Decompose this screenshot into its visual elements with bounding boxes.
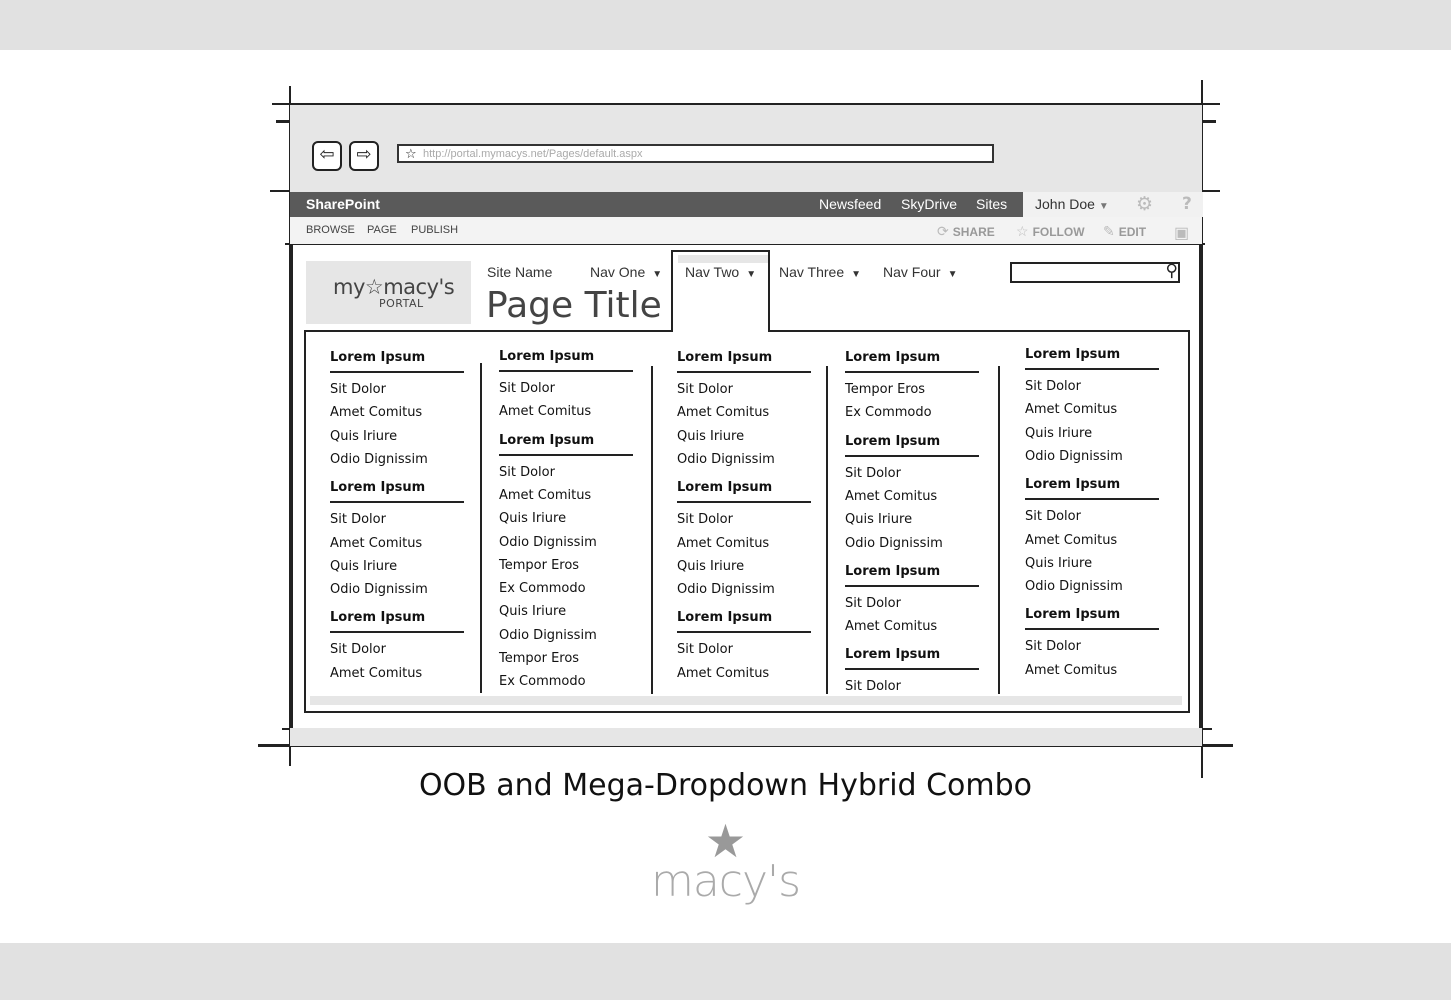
back-button[interactable]: [312, 141, 342, 171]
mega-menu-header-underline: [845, 455, 979, 457]
mega-menu-header-underline: [1025, 628, 1159, 630]
mega-menu-link[interactable]: Tempor Eros: [499, 557, 580, 573]
focus-icon[interactable]: ▣: [1174, 225, 1190, 242]
user-name: John Doe ▼: [1035, 196, 1109, 212]
mega-menu-link[interactable]: Odio Dignissim: [499, 627, 597, 643]
arrow-right-icon: ⇨: [356, 144, 372, 165]
bookmark-star-icon[interactable]: ☆: [405, 147, 417, 162]
mega-menu-header-underline: [1025, 368, 1159, 370]
caption: OOB and Mega-Dropdown Hybrid Combo: [418, 768, 1033, 803]
mega-menu-link[interactable]: Sit Dolor: [845, 679, 901, 695]
mega-menu-header[interactable]: Lorem Ipsum: [1025, 347, 1121, 362]
mega-dropdown-footer: [310, 696, 1182, 705]
mega-menu-link[interactable]: Quis Iriure: [677, 558, 745, 574]
suite-link-skydrive[interactable]: SkyDrive: [901, 196, 958, 212]
star-icon: ★: [704, 814, 747, 868]
mega-menu-link[interactable]: Sit Dolor: [677, 512, 733, 528]
mega-menu-link[interactable]: Amet Comitus: [1025, 532, 1118, 548]
logo-subtitle: PORTAL: [379, 297, 424, 310]
arrow-left-icon: ⇦: [319, 144, 335, 165]
mega-menu-header-underline: [499, 370, 633, 372]
help-icon[interactable]: ?: [1182, 194, 1192, 214]
page-title: Page Title: [486, 285, 662, 326]
share-icon: ⟳: [937, 223, 949, 239]
top-band: [0, 0, 1451, 50]
mega-menu-link[interactable]: Amet Comitus: [677, 665, 770, 681]
mega-menu-header[interactable]: Lorem Ipsum: [1025, 607, 1121, 623]
mega-menu-link[interactable]: Odio Dignissim: [1025, 448, 1123, 464]
chevron-down-icon: ▼: [746, 269, 757, 280]
suite-link-newsfeed[interactable]: Newsfeed: [819, 196, 882, 212]
mega-menu-link[interactable]: Amet Comitus: [330, 535, 423, 551]
mega-menu-header[interactable]: Lorem Ipsum: [677, 480, 773, 496]
chevron-down-icon: ▼: [947, 269, 958, 280]
search-icon[interactable]: ⚲: [1165, 261, 1178, 281]
mega-menu-link[interactable]: Sit Dolor: [1025, 379, 1081, 394]
mega-menu-link[interactable]: Ex Commodo: [845, 405, 932, 421]
column-divider: [651, 366, 653, 694]
mega-menu-link[interactable]: Sit Dolor: [330, 642, 386, 658]
mega-menu-link[interactable]: Odio Dignissim: [330, 582, 428, 598]
ribbon-tab-browse[interactable]: BROWSE: [306, 224, 355, 236]
mega-menu-link[interactable]: Sit Dolor: [330, 382, 386, 397]
mega-menu-header-underline: [677, 501, 811, 503]
bottom-band: [0, 943, 1451, 1000]
mega-menu-header[interactable]: Lorem Ipsum: [330, 480, 426, 496]
mega-menu-header-underline: [1025, 498, 1159, 500]
macys-wordmark: macy's: [650, 856, 801, 907]
nav-item-four[interactable]: Nav Four ▼: [883, 264, 958, 280]
mega-menu-header[interactable]: Lorem Ipsum: [330, 610, 426, 626]
mega-menu-link[interactable]: Sit Dolor: [499, 464, 555, 480]
suite-link-sites[interactable]: Sites: [976, 196, 1008, 212]
follow-action[interactable]: ☆ FOLLOW: [1016, 223, 1085, 239]
mega-menu-header-underline: [677, 631, 811, 633]
site-name-link[interactable]: Site Name: [487, 264, 553, 280]
column-divider: [826, 366, 828, 694]
ribbon-bar: [290, 217, 1202, 244]
mega-menu-header[interactable]: Lorem Ipsum: [499, 432, 595, 448]
suite-bar: [290, 192, 1202, 217]
mega-menu-header-underline: [677, 371, 811, 373]
nav-item-three[interactable]: Nav Three ▼: [779, 264, 862, 280]
mega-menu-link[interactable]: Sit Dolor: [499, 381, 555, 396]
mega-menu-link[interactable]: Tempor Eros: [499, 651, 580, 666]
mega-menu-link[interactable]: Quis Iriure: [1025, 555, 1093, 571]
mega-menu-link[interactable]: Ex Commodo: [499, 581, 586, 597]
mega-menu-link[interactable]: Quis Iriure: [330, 428, 398, 444]
address-url: http://portal.mymacys.net/Pages/default.aspx: [423, 148, 643, 160]
mega-menu-link[interactable]: Amet Comitus: [330, 405, 423, 421]
mega-menu-header-underline: [845, 585, 979, 587]
mega-menu-header[interactable]: Lorem Ipsum: [845, 433, 941, 449]
mega-menu-link[interactable]: Amet Comitus: [499, 487, 592, 503]
mega-menu-link[interactable]: Odio Dignissim: [845, 535, 943, 551]
share-action[interactable]: ⟳ SHARE: [937, 223, 995, 239]
chevron-down-icon: ▼: [652, 269, 663, 280]
nav-item-two[interactable]: Nav Two ▼: [685, 264, 757, 280]
forward-button[interactable]: [349, 141, 379, 171]
user-menu[interactable]: [1023, 192, 1203, 217]
mega-menu-link[interactable]: Sit Dolor: [677, 382, 733, 397]
mega-menu-link[interactable]: Odio Dignissim: [1025, 579, 1123, 595]
mega-menu-header-underline: [330, 501, 464, 503]
mega-menu-link[interactable]: Odio Dignissim: [677, 582, 775, 598]
mega-menu-link[interactable]: Ex Commodo: [499, 674, 586, 690]
mega-menu-link[interactable]: Quis Iriure: [499, 511, 567, 527]
mega-menu-link[interactable]: Amet Comitus: [677, 405, 770, 421]
mega-menu-link[interactable]: Amet Comitus: [1025, 662, 1118, 678]
mega-menu-header-underline: [330, 631, 464, 633]
column-divider: [480, 363, 482, 693]
mega-menu-header-underline: [330, 371, 464, 373]
mega-menu-link[interactable]: Amet Comitus: [330, 665, 423, 681]
mega-menu-link[interactable]: Odio Dignissim: [677, 451, 775, 467]
gear-icon[interactable]: ⚙: [1136, 193, 1154, 215]
mega-menu-link[interactable]: Amet Comitus: [845, 619, 938, 635]
mega-menu-link[interactable]: Quis Iriure: [845, 512, 913, 528]
mega-menu-header-underline: [499, 454, 633, 456]
browser-statusbar: [290, 728, 1202, 746]
mega-menu-header[interactable]: Lorem Ipsum: [677, 610, 773, 626]
mega-menu-link[interactable]: Amet Comitus: [1025, 402, 1118, 418]
mega-menu-link[interactable]: Sit Dolor: [1025, 639, 1081, 655]
logo-text: my☆macy's: [333, 275, 455, 299]
mega-menu-link[interactable]: Quis Iriure: [1025, 425, 1093, 441]
edit-action[interactable]: ✎ EDIT: [1103, 223, 1147, 239]
macys-logo: [0, 814, 1451, 907]
mega-menu-header[interactable]: Lorem Ipsum: [499, 349, 595, 364]
mega-menu-link[interactable]: Amet Comitus: [499, 404, 592, 420]
mega-menu-link[interactable]: Amet Comitus: [845, 488, 938, 504]
search-input[interactable]: [1010, 262, 1180, 283]
address-bar[interactable]: [397, 144, 994, 163]
mega-menu-link[interactable]: Quis Iriure: [330, 558, 398, 574]
column-divider: [998, 366, 1000, 694]
ribbon-tab-publish[interactable]: PUBLISH: [411, 224, 459, 236]
mega-menu-header[interactable]: Lorem Ipsum: [1025, 477, 1121, 493]
chevron-down-icon: ▼: [851, 269, 862, 280]
nav-item-one[interactable]: Nav One ▼: [590, 264, 663, 280]
mega-menu-link[interactable]: Sit Dolor: [1025, 509, 1081, 525]
pencil-icon: ✎: [1103, 223, 1115, 239]
mega-menu-header[interactable]: Lorem Ipsum: [845, 350, 941, 365]
mega-menu-link[interactable]: Sit Dolor: [845, 465, 901, 481]
mega-menu-link[interactable]: Quis Iriure: [499, 604, 567, 620]
mega-menu-header[interactable]: Lorem Ipsum: [677, 350, 773, 365]
ribbon-tab-page[interactable]: PAGE: [367, 224, 397, 236]
mega-menu-link[interactable]: Sit Dolor: [330, 512, 386, 528]
mega-menu-header-underline: [845, 668, 979, 670]
mega-menu-link[interactable]: Quis Iriure: [677, 428, 745, 444]
mega-menu-header-underline: [845, 371, 979, 373]
sharepoint-brand[interactable]: SharePoint: [306, 196, 380, 212]
mega-menu-link[interactable]: Sit Dolor: [845, 595, 901, 611]
site-logo[interactable]: [306, 261, 471, 324]
nav-active-tab: [671, 250, 770, 332]
mega-menu-header[interactable]: Lorem Ipsum: [330, 350, 426, 365]
mega-menu-link[interactable]: Amet Comitus: [677, 535, 770, 551]
mega-menu-header[interactable]: Lorem Ipsum: [845, 647, 941, 663]
star-icon: ☆: [1016, 223, 1029, 239]
mega-menu-header[interactable]: Lorem Ipsum: [845, 563, 941, 579]
mega-menu-link[interactable]: Odio Dignissim: [499, 534, 597, 550]
mega-menu-link[interactable]: Tempor Eros: [845, 382, 926, 397]
mega-menu-link[interactable]: Odio Dignissim: [330, 451, 428, 467]
mega-menu-link[interactable]: Sit Dolor: [677, 642, 733, 658]
